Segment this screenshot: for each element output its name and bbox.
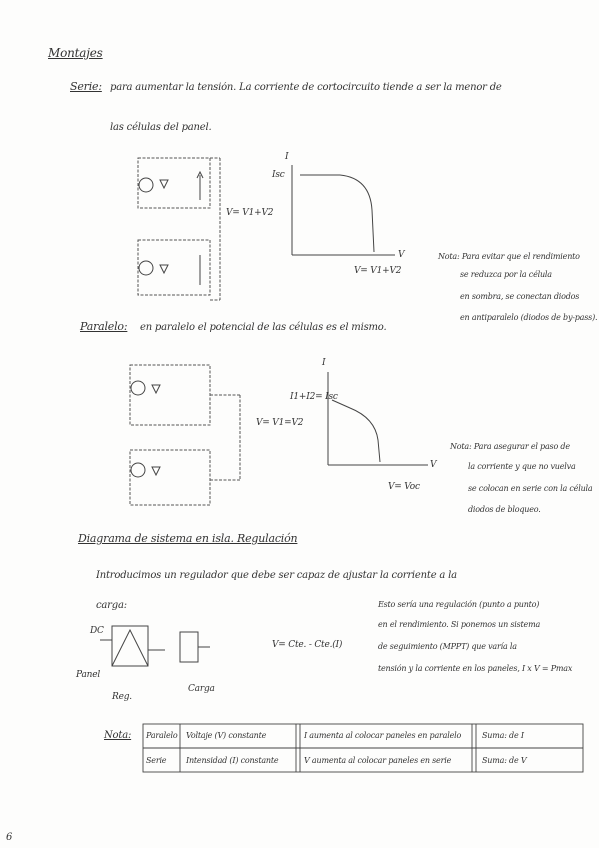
diagram-formula: V= Cte. - Cte.(I) [272,640,343,650]
series-note-3: en sombra, se conectan diodos [460,292,580,301]
page-number: 6 [6,832,13,843]
series-source-1-icon [139,178,153,192]
page-title: Montajes [48,46,103,60]
parallel-text: en paralelo el potencial de las células es el mismo. [140,322,387,333]
diagram-dc-label: DC [90,626,104,636]
parallel-note-4: diodos de bloqueo. [468,505,541,514]
diagram-note-2: en el rendimiento. Si ponemos un sistema [378,620,541,629]
parallel-note-1: Nota: Para asegurar el paso de [450,442,570,451]
parallel-diode-1-icon [152,385,160,393]
series-voltage-label: V= V1+V2 [226,208,274,218]
table-r1c1: Paralelo [146,731,178,740]
diagram-load-label: Carga [188,684,215,694]
series-source-2-icon [139,261,153,275]
series-note-4: en antiparalelo (diodos de by-pass). [460,313,598,322]
parallel-curve-v-label: V= Voc [388,482,420,492]
parallel-iv-curve [332,400,380,462]
table-r2c2: Intensidad (I) constante [186,756,279,765]
diagram-regulator-label: Reg. [112,692,132,702]
series-heading: Serie: [70,80,102,93]
parallel-source-2-icon [131,463,145,477]
series-text-1: para aumentar la tensión. La corriente de cortocircuito tiende a ser la menor de [110,82,502,93]
series-note-2: se reduzca por la célula [460,270,552,279]
diagram-note-3: de seguimiento (MPPT) que varía la [378,642,517,651]
series-text-2: las células del panel. [110,122,212,133]
parallel-voltage-label: V= V1=V2 [256,418,304,428]
panel-block [112,626,148,666]
diagram-panel-label: Panel [76,670,101,680]
parallel-cell-2-frame [130,450,210,505]
regulator-block [180,632,198,662]
table-r2c4: Suma: de V [482,756,527,765]
table-r1c3: I aumenta al colocar paneles en paralelo [304,731,462,740]
table-r1c4: Suma: de I [482,731,524,740]
diagram-note-4: tensión y la corriente en los paneles, I x V = Pmax [378,664,573,673]
parallel-axis-v-label: V [430,460,437,470]
parallel-heading: Paralelo: [80,320,128,333]
table-r1c2: Voltaje (V) constante [186,731,267,740]
table-label: Nota: [104,730,132,741]
series-axis-v-label: V [398,250,405,260]
parallel-axis-i-label: I [322,358,326,368]
parallel-note-3: se colocan en serie con la célula [468,484,593,493]
series-axis-i-label: I [285,152,289,162]
diagram-note-1: Esto sería una regulación (punto a punto) [378,600,540,609]
series-note-1: Nota: Para evitar que el rendimiento [438,252,580,261]
series-iv-curve [300,175,374,252]
diagram-text-2: carga: [96,600,127,611]
table-r2c3: V aumenta al colocar paneles en serie [304,756,452,765]
series-cell-2-frame [138,240,210,295]
parallel-cell-1-frame [130,365,210,425]
diagram-heading: Diagrama de sistema en isla. Regulación [78,532,298,545]
diagram-text-1: Introducimos un regulador que debe ser capaz de ajustar la corriente a la [96,570,457,581]
series-curve-v-label: V= V1+V2 [354,266,402,276]
parallel-diode-2-icon [152,467,160,475]
parallel-source-1-icon [131,381,145,395]
series-diode-2-icon [160,265,168,273]
table-r2c1: Serie [146,756,167,765]
series-current-label: Isc [272,170,285,180]
series-cell-1-frame [138,158,210,208]
parallel-current-label: I1+I2= Isc [290,392,338,402]
series-diode-1-icon [160,180,168,188]
parallel-note-2: la corriente y que no vuelva [468,462,576,471]
